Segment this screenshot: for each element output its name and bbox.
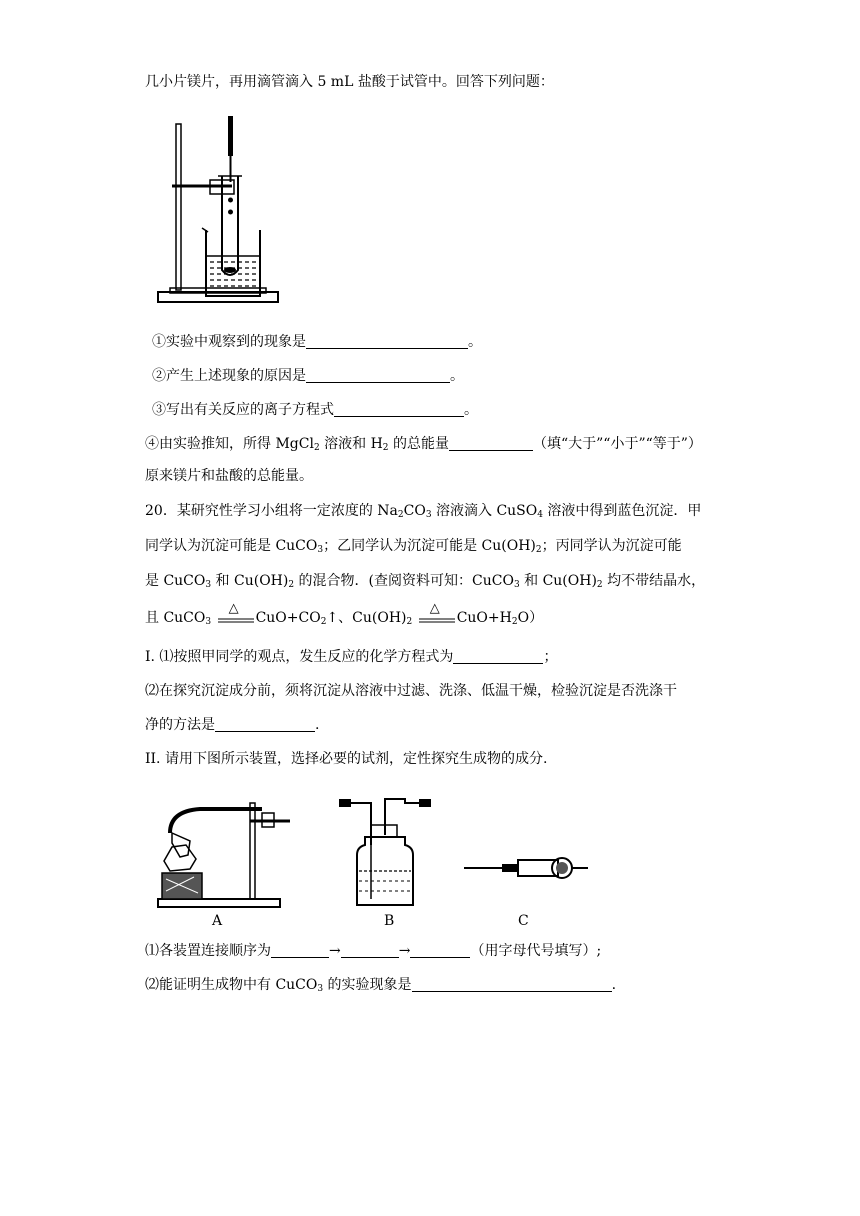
q19-item-3: ③写出有关反应的离子方程式 。 xyxy=(152,402,478,418)
q20-part-2-heading: II. 请用下图所示装置，选择必要的试剂，定性探究生成物的成分. xyxy=(145,751,548,767)
figure-label-a: A xyxy=(212,913,223,929)
q19-item-2: ②产生上述现象的原因是 。 xyxy=(152,368,464,384)
q20-part-2-1: ⑴各装置连接顺序为 → → （用字母代号填写）; xyxy=(145,943,602,959)
heat-condition-symbol: △ xyxy=(429,601,440,616)
q20-line-4: 且 CuCO$_3$ △ $CuO+CO_2↑$、$Cu(OH)_2$ △ $CuO+H_2O$） xyxy=(145,601,544,627)
apparatus-b-figure xyxy=(335,785,435,910)
apparatus-a-figure xyxy=(150,795,310,910)
answer-blank[interactable] xyxy=(453,648,543,664)
heat-condition-symbol: △ xyxy=(228,601,239,616)
figure-label-b: B xyxy=(384,913,395,929)
answer-blank[interactable] xyxy=(410,942,470,958)
apparatus-c-figure xyxy=(462,848,592,888)
q20-part-1-2: ⑵在探究沉淀成分前，须将沉淀从溶液中过滤、洗涤、低温干燥，检验沉淀是否洗涤干 xyxy=(145,683,677,699)
answer-blank[interactable] xyxy=(215,716,315,732)
q20-part-1-2-continued: 净的方法是 . xyxy=(145,717,320,733)
apparatus-beaker-figure xyxy=(150,110,290,310)
figure-label-c: C xyxy=(518,913,529,929)
answer-blank[interactable] xyxy=(341,942,399,958)
intro-line: 几小片镁片，再用滴管滴入 5 mL 盐酸于试管中。回答下列问题： xyxy=(145,74,554,90)
q19-item-4: ④由实验推知，所得 MgCl$_2$ 溶液和 $H_2$ 的总能量 （填“大于”“小于”“等于”） xyxy=(145,436,702,453)
answer-blank[interactable] xyxy=(334,401,464,417)
q19-item-1: ①实验中观察到的现象是 。 xyxy=(152,334,482,350)
answer-blank[interactable] xyxy=(306,333,468,349)
answer-blank[interactable] xyxy=(306,367,450,383)
q20-part-2-2: ⑵能证明生成物中有 CuCO$_3$ 的实验现象是 . xyxy=(145,977,617,994)
q19-item-4-continued: 原来镁片和盐酸的总能量。 xyxy=(145,468,313,484)
q20-line-3: 是 CuCO$_3$ 和 $Cu(OH)_2$ 的混合物．(查阅资料可知：CuCO$_3$ 和 $Cu(OH)_2$ 均不带结晶水， xyxy=(145,573,706,590)
q20-part-1-1: I. ⑴按照甲同学的观点，发生反应的化学方程式为 ； xyxy=(145,649,558,665)
q20-line-2: 同学认为沉淀可能是 CuCO$_3$；乙同学认为沉淀可能是 $Cu(OH)_2$；丙同学认为沉淀可能 xyxy=(145,538,682,555)
q20-line-1: 20．某研究性学习小组将一定浓度的 $Na_2CO_3$ 溶液滴入 CuSO$_4$ 溶液中得到蓝色沉淀．甲 xyxy=(145,503,702,520)
answer-blank[interactable] xyxy=(449,435,533,451)
answer-blank[interactable] xyxy=(412,976,612,992)
answer-blank[interactable] xyxy=(271,942,329,958)
